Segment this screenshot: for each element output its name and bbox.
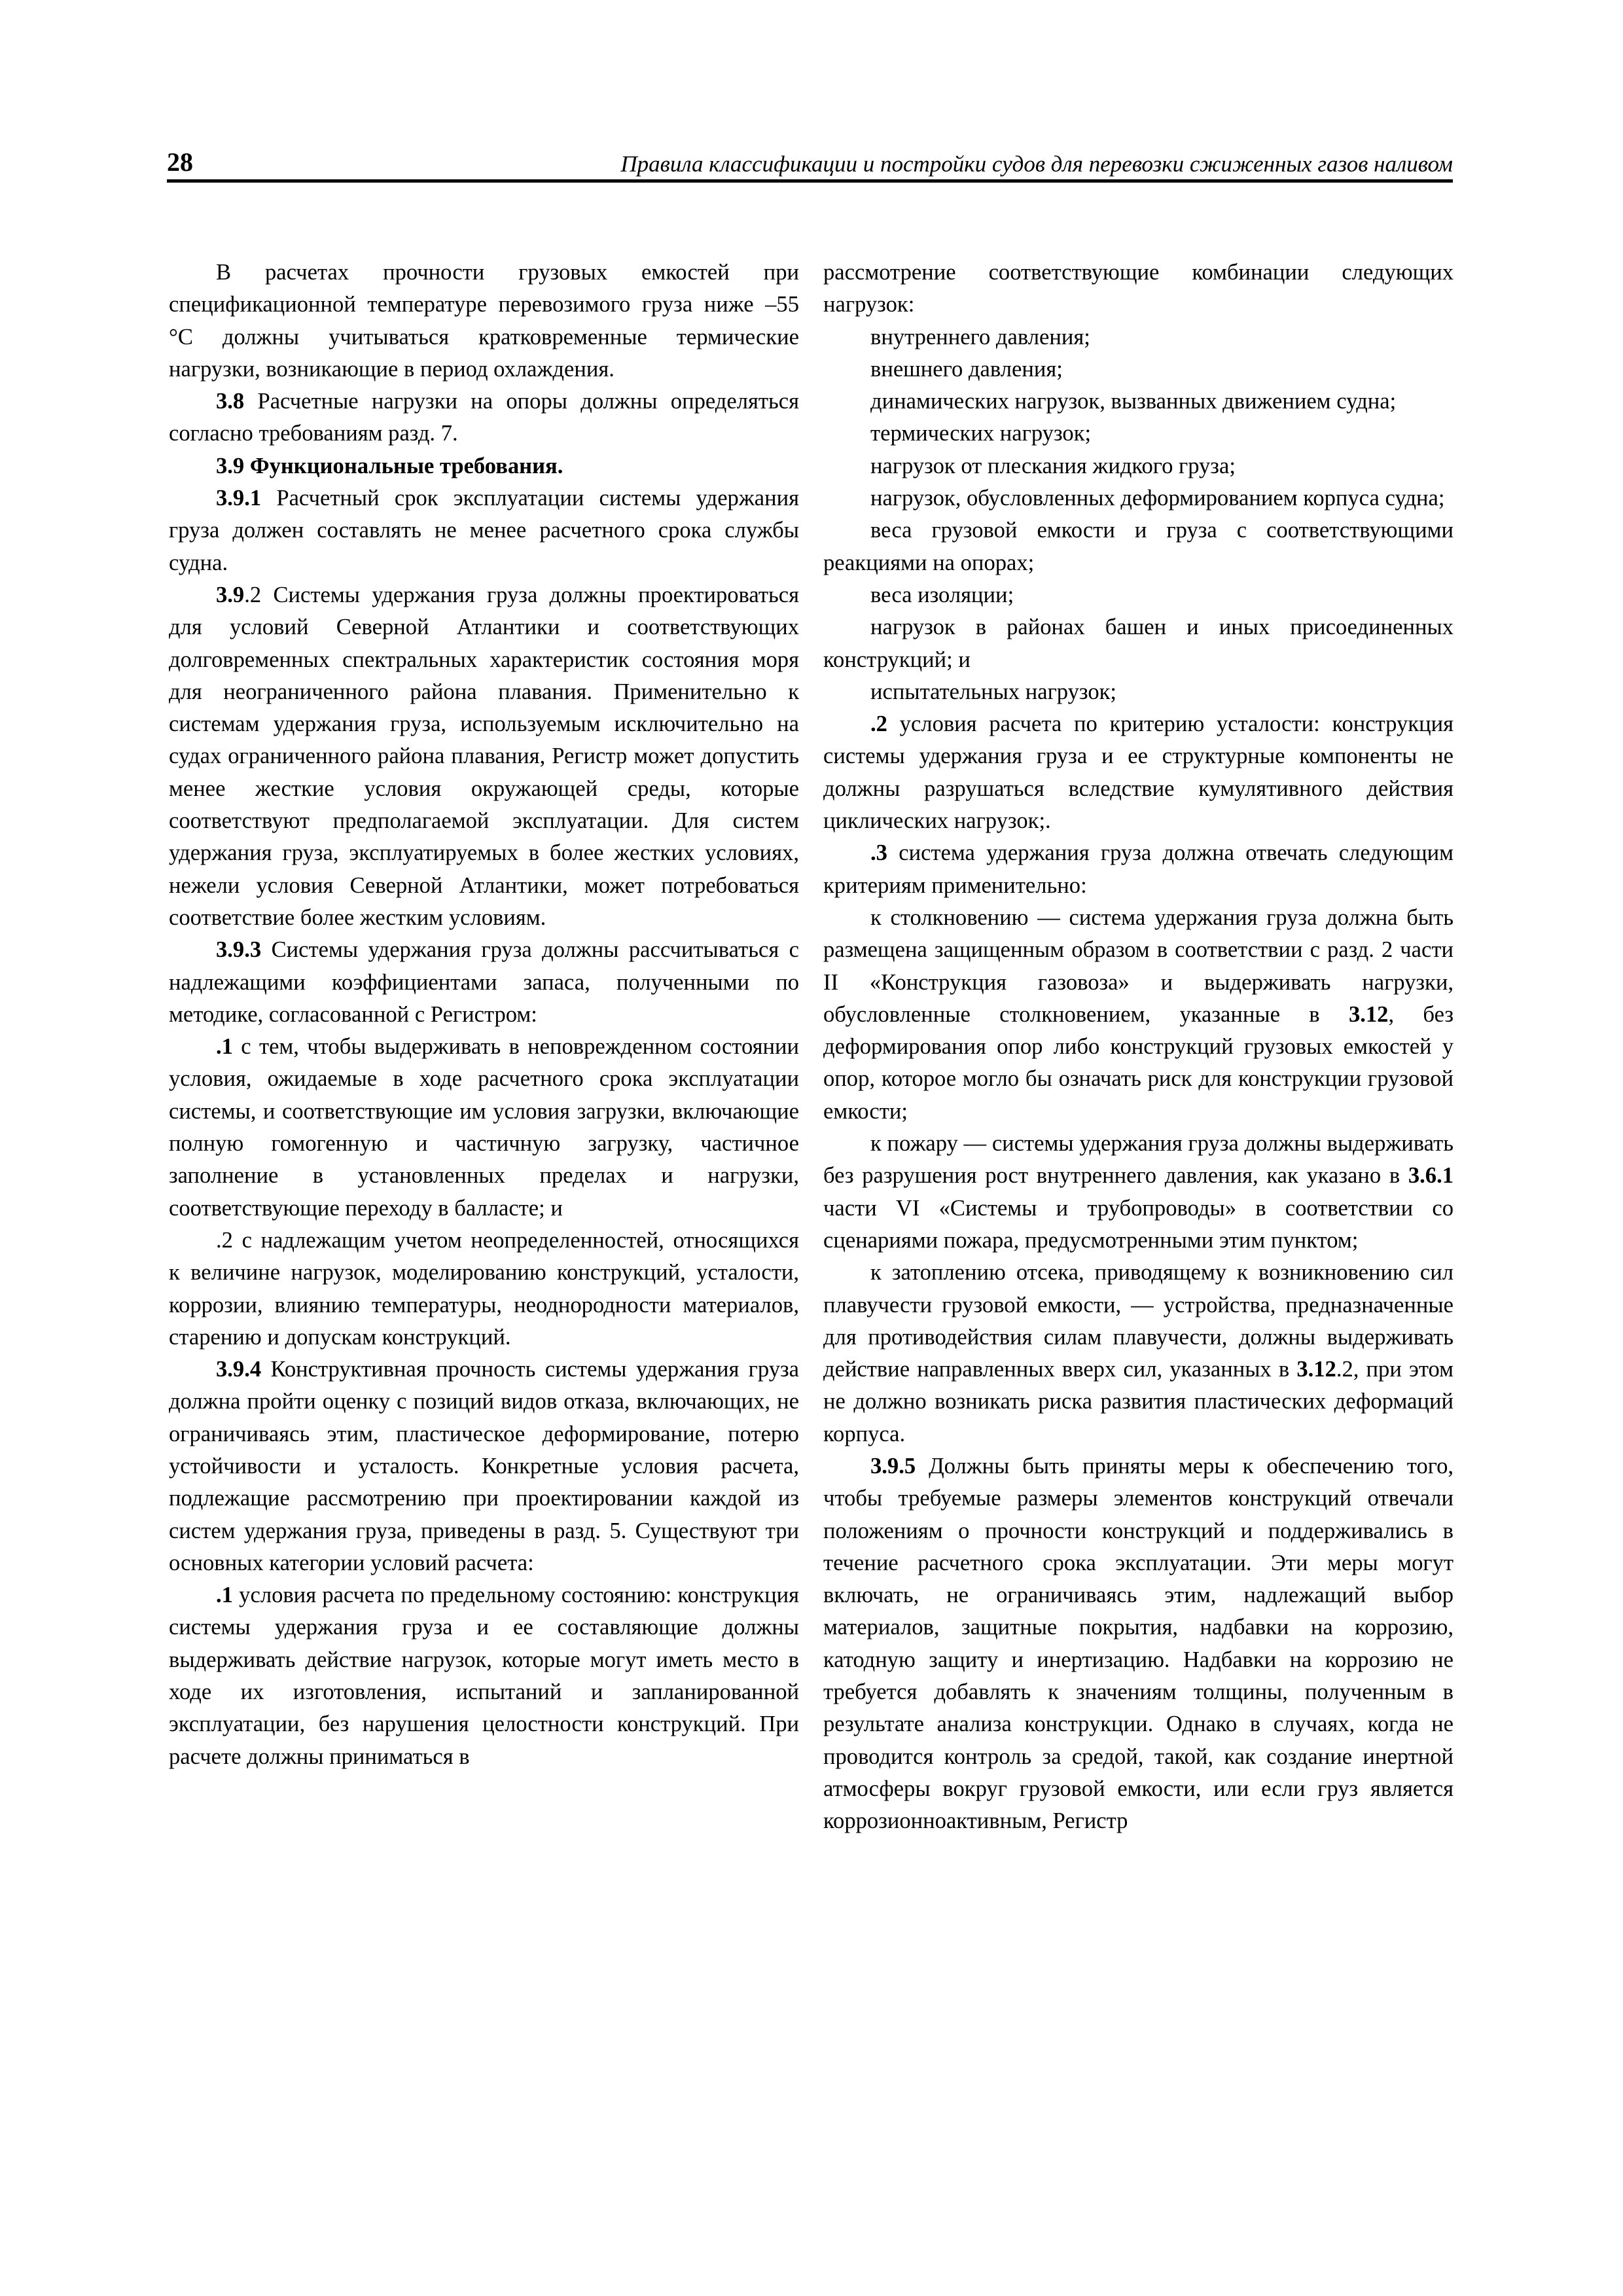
paragraph-text: Должны быть приняты меры к обеспечению того, чтобы требуемые размеры элементов конструкций отвечали положениям о прочности конструкций и поддерживались в течение расчетного срока эксплуатации. Эти меры могут включать, не ограничиваясь этим, надлежащий выбор материалов, защитные покрытия, надбавки на коррозию, катодную защиту и инертизацию. Надбавки на коррозию не требуется добавлять к значениям толщины, полученным в результате анализа конструкции. Однако в случаях, когда не проводится контроль за средой, такой, как создание инертной атмосферы вокруг грузовой емкости, или если груз является коррозионноактивным, Регистр (823, 1453, 1454, 1834)
left-column (169, 257, 799, 1773)
item-number: .2 (870, 711, 887, 737)
paragraph-text: с тем, чтобы выдерживать в неповрежденном состоянии условия, ожидаемые в ходе расчетного срока эксплуатации системы, и соответствующие им условия загрузки, включающие полную гомогенную и частичную загрузку, частичное заполнение в установленных пределах и нагрузки, соответствующие переходу в балласте; и (169, 1034, 799, 1221)
paragraph-3-9-1 (169, 482, 799, 579)
paragraph-continuation: рассмотрение соответствующие комбинации следующих нагрузок: (823, 260, 1454, 317)
paragraph-text: Расчетные нагрузки на опоры должны определяться согласно требованиям разд. 7. (169, 389, 799, 446)
paragraph-3-9-5 (823, 1450, 1454, 1838)
clause-number: 3.9.4 (216, 1357, 262, 1382)
paragraph-text: Расчетный срок эксплуатации системы удержания груза должен составлять не менее расчетного срока службы судна. (169, 486, 799, 575)
list-item-1 (169, 1031, 799, 1225)
paragraph-text: Системы удержания груза должны рассчитываться с надлежащими коэффициентами запаса, полученными по методике, согласованной с Регистром: (169, 937, 799, 1027)
paragraph-3-9-4 (169, 1354, 799, 1579)
cross-reference: 3.12 (1296, 1357, 1336, 1382)
load-item: веса изоляции; (870, 582, 1014, 607)
list-item-2 (823, 708, 1454, 837)
section-heading: 3.9 Функциональные требования. (216, 453, 563, 478)
page-number: 28 (167, 147, 193, 177)
load-item: нагрузок в районах башен и иных присоединенных конструкций; и (823, 615, 1454, 672)
load-item: веса грузовой емкости и груза с соответствующими реакциями на опорах; (823, 518, 1454, 575)
section-heading-3-9 (169, 450, 799, 482)
load-item: термических нагрузок; (870, 421, 1092, 446)
criterion-fire: к пожару — системы удержания груза должны выдерживать без разрушения рост внутреннего давления, как указано в 3.6.1 части VI «Системы и трубопроводы» в соответствии со сценариями пожара, предусмотренными этим пунктом; (823, 1131, 1454, 1253)
paragraph-text: условия расчета по предельному состоянию: конструкция системы удержания груза и ее составляющие должны выдерживать действие нагрузок, которые могут иметь место в ходе их изготовления, испытаний и запланированной эксплуатации, без нарушения целостности конструкций. При расчете должны приниматься в (169, 1583, 799, 1769)
clause-number: 3.9.1 (216, 486, 262, 511)
paragraph: В расчетах прочности грузовых емкостей при спецификационной температуре перевозимого груза ниже –55 °С должны учитываться кратковременные термические нагрузки, возникающие в период охлаждения. (169, 260, 799, 382)
load-item: внутреннего давления; (870, 324, 1090, 350)
load-item: динамических нагрузок, вызванных движением судна; (870, 389, 1397, 414)
paragraph-3-9-3 (169, 934, 799, 1031)
cross-reference: 3.12 (1348, 1001, 1389, 1027)
criterion-collision: к столкновению — система удержания груза должна быть размещена защищенным образом в соответствии с разд. 2 части II «Конструкция газовоза» и выдерживать нагрузки, обусловленные столкновением, указанные в 3.12, без деформирования опор либо конструкций грузовых емкостей у опор, которое могло бы означать риск для конструкции грузовой емкости; (823, 905, 1454, 1124)
clause-number: 3.9.3 (216, 937, 262, 963)
criterion-flooding: к затоплению отсека, приводящему к возникновению сил плавучести грузовой емкости, — устройства, предназначенные для противодействия силам плавучести, должны выдерживать действие направленных вверх сил, указанных в 3.12.2, при этом не должно возникать риска развития пластических деформаций корпуса. (823, 1260, 1454, 1446)
list-item-3 (823, 837, 1454, 902)
right-column (823, 257, 1454, 1838)
paragraph-text: система удержания груза должна отвечать следующим критериям применительно: (823, 840, 1454, 898)
clause-number: 3.9.5 (870, 1453, 916, 1479)
item-number: .3 (870, 840, 887, 866)
clause-number: 3.8 (216, 389, 245, 414)
item-number: .1 (216, 1034, 233, 1060)
paragraph-3-8 (169, 386, 799, 450)
paragraph-text: Конструктивная прочность системы удержания груза должна пройти оценку с позиций видов отказа, включающих, не ограничиваясь этим, пластическое деформирование, потерю устойчивости и усталость. Конкретные условия расчета, подлежащие рассмотрению при проектировании каждой из систем удержания груза, приведены в разд. 5. Существуют три основных категории условий расчета: (169, 1357, 799, 1575)
running-header (167, 145, 1453, 183)
paragraph-text: .2 Системы удержания груза должны проектироваться для условий Северной Атлантики и соответствующих долговременных спектральных характеристик состояния моря для неограниченного района плавания. Применительно к системам удержания груза, используемым исключительно на судах ограниченного района плавания, Регистр может допустить менее жесткие условия окружающей среды, которые соответствуют предполагаемой эксплуатации. Для систем удержания груза, эксплуатируемых в более жестких условиях, нежели условия Северной Атлантики, может потребоваться соответствие более жестким условиям. (169, 582, 799, 930)
list-item-2: .2 с надлежащим учетом неопределенностей, относящихся к величине нагрузок, моделированию конструкций, усталости, коррозии, влиянию температуры, неоднородности материалов, старению и допускам конструкций. (169, 1227, 799, 1350)
load-item: нагрузок, обусловленных деформированием корпуса судна; (870, 486, 1445, 511)
clause-number: 3.9 (216, 582, 245, 607)
cross-reference: 3.6.1 (1408, 1163, 1454, 1189)
load-item: внешнего давления; (870, 356, 1063, 382)
paragraph-text: условия расчета по критерию усталости: конструкция системы удержания груза и ее структурные компоненты не должны разрушаться вследствие кумулятивного действия циклических нагрузок;. (823, 711, 1454, 834)
paragraph-3-9-2 (169, 579, 799, 934)
load-item: нагрузок от плескания жидкого груза; (870, 453, 1236, 478)
item-number: .1 (216, 1583, 233, 1608)
running-title: Правила классификации и постройки судов для перевозки сжиженных газов наливом (620, 151, 1453, 177)
list-item-1 (169, 1579, 799, 1773)
load-item: испытательных нагрузок; (870, 679, 1117, 704)
